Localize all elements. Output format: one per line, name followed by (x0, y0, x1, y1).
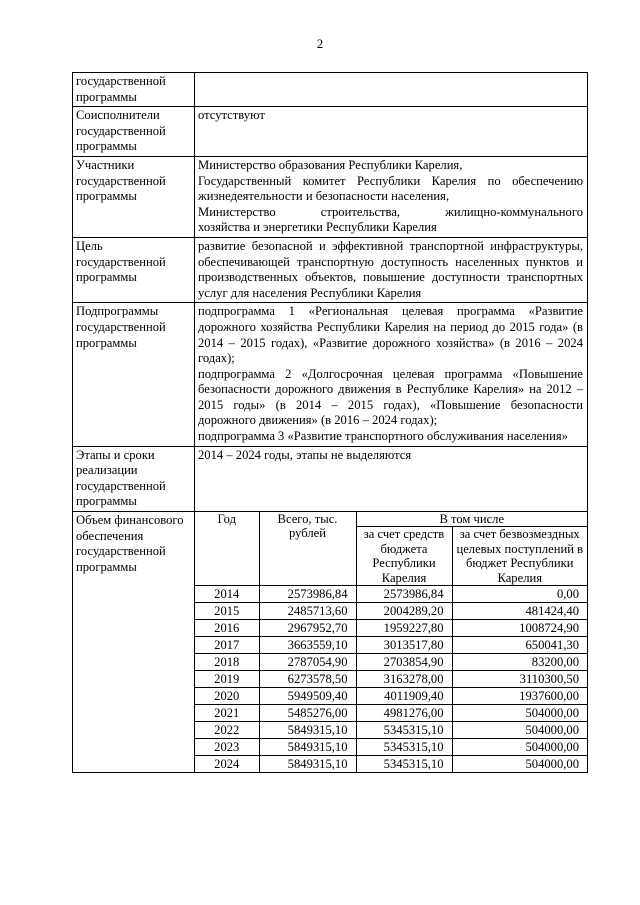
year-cell: 2023 (195, 739, 259, 756)
participant-line: Министерство строительства, жилищно-коммунального (198, 204, 583, 219)
row-label: Этапы и сроки реализации государственной программы (73, 446, 195, 511)
year-cell: 2014 (195, 586, 259, 603)
row-label: Участники государственной программы (73, 156, 195, 237)
gratuitous-cell: 504000,00 (452, 756, 587, 773)
year-cell: 2020 (195, 688, 259, 705)
finance-year-row (195, 722, 587, 739)
year-cell: 2024 (195, 756, 259, 773)
budget-header: за счет средств бюджета Республики Карелия (356, 527, 452, 586)
finance-header-row (195, 512, 587, 527)
budget-cell: 4981276,00 (356, 705, 452, 722)
finance-table (195, 512, 587, 772)
row-label: Цель государственной программы (73, 237, 195, 302)
year-cell: 2015 (195, 603, 259, 620)
passport-table (72, 72, 588, 773)
table-row (73, 156, 588, 237)
finance-year-row (195, 756, 587, 773)
year-cell: 2019 (195, 671, 259, 688)
budget-cell: 3163278,00 (356, 671, 452, 688)
table-row (73, 512, 588, 773)
table-row (73, 107, 588, 157)
budget-cell: 2703854,90 (356, 654, 452, 671)
subprogram-item: подпрограмма 2 «Долгосрочная целевая программа «Повышение безопасности дорожного движения в Республике Карелия» на 2012 – 2015 годы» (в 2014 – 2015 годах), «Повышение безопасности дорожного движения» (в 2016 – 2024 годах); (198, 366, 583, 428)
finance-year-row (195, 671, 587, 688)
gratuitous-cell: 83200,00 (452, 654, 587, 671)
budget-cell: 2573986,84 (356, 586, 452, 603)
year-header: Год (195, 512, 259, 586)
total-cell: 6273578,50 (259, 671, 356, 688)
budget-cell: 2004289,20 (356, 603, 452, 620)
co-executors-value: отсутствуют (195, 107, 588, 157)
year-cell: 2016 (195, 620, 259, 637)
gratuitous-cell: 504000,00 (452, 739, 587, 756)
participant-line: хозяйства и энергетики Республики Карелия (198, 220, 437, 235)
page-number: 2 (316, 36, 324, 51)
budget-cell: 5345315,10 (356, 739, 452, 756)
total-cell: 5485276,00 (259, 705, 356, 722)
gratuitous-cell: 0,00 (452, 586, 587, 603)
goal-value: развитие безопасной и эффективной транспортной инфраструктуры, обеспечивающей транспортную доступность населенных пунктов и производственных объектов, повышение доступности транспортных услуг для населения Республики Карелия (195, 237, 588, 302)
row-label: Объем финансового обеспечения государственной программы (73, 512, 195, 773)
stages-value: 2014 – 2024 годы, этапы не выделяются (195, 446, 588, 511)
row-label: Подпрограммы государственной программы (73, 303, 195, 446)
total-cell: 5849315,10 (259, 756, 356, 773)
table-row (73, 303, 588, 446)
gratuitous-header: за счет безвозмездных целевых поступлений в бюджет Республики Карелия (452, 527, 587, 586)
gratuitous-cell: 3110300,50 (452, 671, 587, 688)
row-label: Соисполнители государственной программы (73, 107, 195, 157)
finance-year-row (195, 739, 587, 756)
year-cell: 2017 (195, 637, 259, 654)
row-value (195, 73, 588, 107)
gratuitous-cell: 650041,30 (452, 637, 587, 654)
total-cell: 3663559,10 (259, 637, 356, 654)
participant-line: жизнедеятельности и безопасности населения, (198, 189, 450, 204)
total-header: Всего, тыс. рублей (259, 512, 356, 586)
finance-cell (195, 512, 588, 773)
row-label: государственной программы (73, 73, 195, 107)
budget-cell: 3013517,80 (356, 637, 452, 654)
total-cell: 2787054,90 (259, 654, 356, 671)
total-cell: 2967952,70 (259, 620, 356, 637)
total-cell: 5849315,10 (259, 722, 356, 739)
gratuitous-cell: 1008724,90 (452, 620, 587, 637)
participant-line: Государственный комитет Республики Карелия по обеспечению (198, 173, 583, 188)
participant-line: Министерство образования Республики Карелия, (198, 157, 463, 172)
including-header: В том числе (356, 512, 587, 527)
gratuitous-cell: 1937600,00 (452, 688, 587, 705)
subprograms-value (195, 303, 588, 446)
subprogram-item: подпрограмма 1 «Региональная целевая программа «Развитие дорожного хозяйства Республики Карелия на период до 2015 года» (в 2014 – 2015 годах), «Развитие дорожного хозяйства» (в 2016 – 2024 годах); (198, 304, 583, 366)
budget-cell: 1959227,80 (356, 620, 452, 637)
budget-cell: 5345315,10 (356, 722, 452, 739)
gratuitous-cell: 504000,00 (452, 705, 587, 722)
total-cell: 5949509,40 (259, 688, 356, 705)
finance-year-row (195, 637, 587, 654)
finance-year-row (195, 654, 587, 671)
gratuitous-cell: 504000,00 (452, 722, 587, 739)
finance-year-row (195, 705, 587, 722)
total-cell: 2485713,60 (259, 603, 356, 620)
year-cell: 2018 (195, 654, 259, 671)
budget-cell: 5345315,10 (356, 756, 452, 773)
finance-year-row (195, 586, 587, 603)
participants-value (195, 156, 588, 237)
year-cell: 2022 (195, 722, 259, 739)
year-cell: 2021 (195, 705, 259, 722)
subprogram-item: подпрограмма 3 «Развитие транспортного обслуживания населения» (198, 429, 568, 444)
table-row (73, 446, 588, 511)
total-cell: 2573986,84 (259, 586, 356, 603)
gratuitous-cell: 481424,40 (452, 603, 587, 620)
finance-year-row (195, 688, 587, 705)
table-row (73, 73, 588, 107)
total-cell: 5849315,10 (259, 739, 356, 756)
finance-year-row (195, 620, 587, 637)
finance-year-row (195, 603, 587, 620)
budget-cell: 4011909,40 (356, 688, 452, 705)
table-row (73, 237, 588, 302)
